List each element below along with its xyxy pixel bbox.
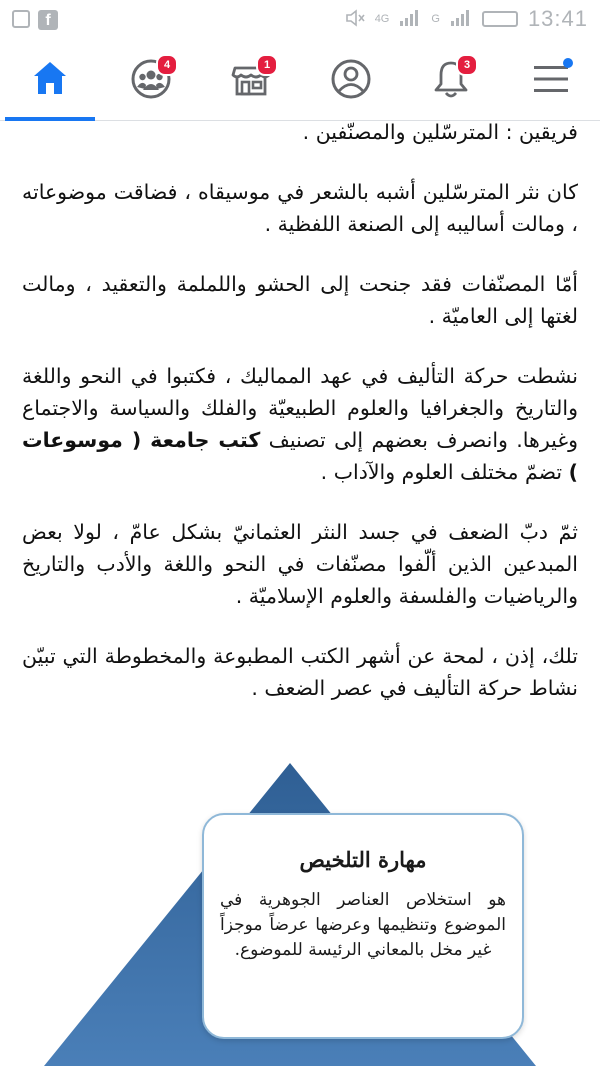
- signal-icon-2: [450, 10, 472, 29]
- gallery-icon: [12, 10, 30, 28]
- carrier-label: G: [431, 13, 440, 25]
- paragraph-1: فريقين : المترسّلين والمصنّفين .: [302, 120, 578, 144]
- profile-icon: [330, 58, 372, 100]
- signal-icon: [399, 10, 421, 29]
- paragraph-4-text: نشطت حركة التأليف في عهد المماليك ، فكتبوا في النحو واللغة والتاريخ والجغرافيا والعلوم الطبيعيّة والفلك والسياسة والاجتماع وغيرها. وانصرف بعضهم إلى تصنيف: [22, 364, 578, 452]
- post-text: [22, 116, 578, 732]
- menu-notification-dot: [563, 58, 573, 68]
- paragraph-2: كان نثر المترسّلين أشبه بالشعر في موسيقاه ، فضاقت موضوعاته ، ومالت أساليبه إلى الصنعة اللفظية .: [22, 180, 578, 236]
- paragraph-4-bold: كتب جامعة ( موسوعات ): [22, 428, 578, 484]
- card-body: هو استخلاص العناصر الجوهرية في الموضوع وتنظيمها وعرضها عرضاً موجزاً غير مخل بالمعاني الرئيسة للموضوع.: [220, 890, 506, 960]
- paragraph-6: تلك، إذن ، لمحة عن أشهر الكتب المطبوعة والمخطوطة التي تبيّن نشاط حركة التأليف في عصر الضعف .: [22, 644, 578, 700]
- tab-home[interactable]: [0, 40, 100, 120]
- tab-profile[interactable]: [300, 40, 400, 120]
- mute-icon: [345, 9, 365, 30]
- clock: 13:41: [527, 6, 588, 31]
- notifications-badge: 3: [456, 54, 478, 76]
- tab-marketplace[interactable]: [200, 40, 300, 120]
- top-nav-bar: [0, 40, 600, 121]
- network-label: 4G: [374, 13, 390, 25]
- marketplace-badge: 1: [256, 54, 278, 76]
- home-icon: [30, 58, 70, 98]
- status-bar: [0, 0, 600, 40]
- card-title: مهارة التلخيص: [299, 847, 427, 872]
- tab-groups[interactable]: [100, 40, 200, 120]
- tab-notifications[interactable]: [400, 40, 500, 120]
- paragraph-4-tail: تضمّ مختلف العلوم والآداب .: [320, 460, 569, 484]
- battery-icon: [482, 11, 518, 27]
- groups-badge: 4: [156, 54, 178, 76]
- post-image[interactable]: [0, 755, 600, 1066]
- paragraph-3: أمّا المصنّفات فقد جنحت إلى الحشو واللملمة والتعقيد ، ومالت لغتها إلى العاميّة .: [22, 272, 578, 328]
- summary-skill-card: [202, 813, 524, 1039]
- facebook-icon: f: [38, 10, 58, 30]
- tab-menu[interactable]: [500, 40, 600, 120]
- paragraph-4: [22, 360, 578, 488]
- paragraph-5: ثمّ دبّ الضعف في جسد النثر العثمانيّ بشكل عامّ ، لولا بعض المبدعين الذين ألّفوا مصنّفات في النحو واللغة والأدب والتاريخ والرياضيات والفلسفة والعلوم الإسلاميّة .: [22, 520, 578, 608]
